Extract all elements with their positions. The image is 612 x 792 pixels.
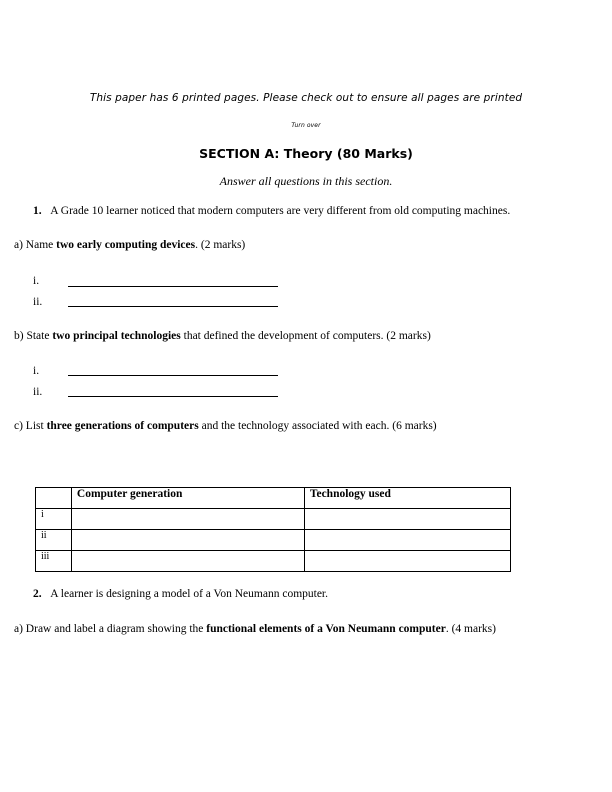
answer-1a-ii-label: ii. [33, 296, 43, 308]
question-1a-suffix: . (2 marks) [195, 239, 246, 251]
table-row-label: iii [36, 551, 72, 572]
question-1 [33, 205, 510, 217]
answer-1b-i-line[interactable] [68, 375, 278, 376]
question-1c [14, 420, 437, 432]
question-1b-keyword: two principal technologies [52, 330, 181, 342]
table-cell-technology[interactable] [304, 509, 510, 530]
question-1b [14, 330, 431, 342]
table-row-label: i [36, 509, 72, 530]
question-1c-prefix: c) List [14, 420, 47, 432]
generations-table [35, 487, 511, 572]
question-1a-keyword: two early computing devices [56, 239, 196, 251]
question-2a-prefix: a) Draw and label a diagram showing the [14, 623, 207, 635]
table-row [36, 551, 511, 572]
question-1c-keyword: three generations of computers [46, 420, 199, 432]
question-1b-suffix: that defined the development of computers. (2 marks) [180, 330, 431, 342]
section-title: SECTION A: Theory (80 Marks) [199, 146, 413, 161]
question-1-text: A Grade 10 learner noticed that modern computers are very different from old computing machines. [50, 205, 511, 217]
answer-1a-ii-line[interactable] [68, 306, 278, 307]
answer-1b-ii-line[interactable] [68, 396, 278, 397]
question-1c-suffix: and the technology associated with each. (6 marks) [198, 420, 437, 432]
question-2-text: A learner is designing a model of a Von Neumann computer. [50, 588, 329, 600]
turn-over-note: Turn over [291, 122, 321, 129]
question-2a-keyword: functional elements of a Von Neumann computer [206, 623, 446, 635]
answer-1a-i-label: i. [33, 275, 40, 287]
table-cell-generation[interactable] [71, 509, 304, 530]
table-header-generation: Computer generation [71, 488, 304, 509]
answer-1b-i-label: i. [33, 365, 40, 377]
question-2a [14, 623, 496, 635]
question-1-number: 1. [33, 205, 42, 217]
table-cell-technology[interactable] [304, 530, 510, 551]
table-header-row [36, 488, 511, 509]
question-1a-prefix: a) Name [14, 239, 57, 251]
table-row-label: ii [36, 530, 72, 551]
table-cell-generation[interactable] [71, 530, 304, 551]
section-instruction: Answer all questions in this section. [219, 174, 393, 188]
answer-1b-ii-label: ii. [33, 386, 43, 398]
question-1a [14, 239, 245, 251]
table-row [36, 530, 511, 551]
table-row [36, 509, 511, 530]
printed-pages-notice: This paper has 6 printed pages. Please check out to ensure all pages are printed [89, 92, 523, 104]
question-1b-prefix: b) State [14, 330, 53, 342]
question-2a-suffix: . (4 marks) [445, 623, 496, 635]
answer-1a-i-line[interactable] [68, 286, 278, 287]
question-2-number: 2. [33, 588, 42, 600]
table-cell-generation[interactable] [71, 551, 304, 572]
table-header-technology: Technology used [304, 488, 510, 509]
table-cell-technology[interactable] [304, 551, 510, 572]
question-2 [33, 588, 328, 600]
table-header-blank [36, 488, 72, 509]
